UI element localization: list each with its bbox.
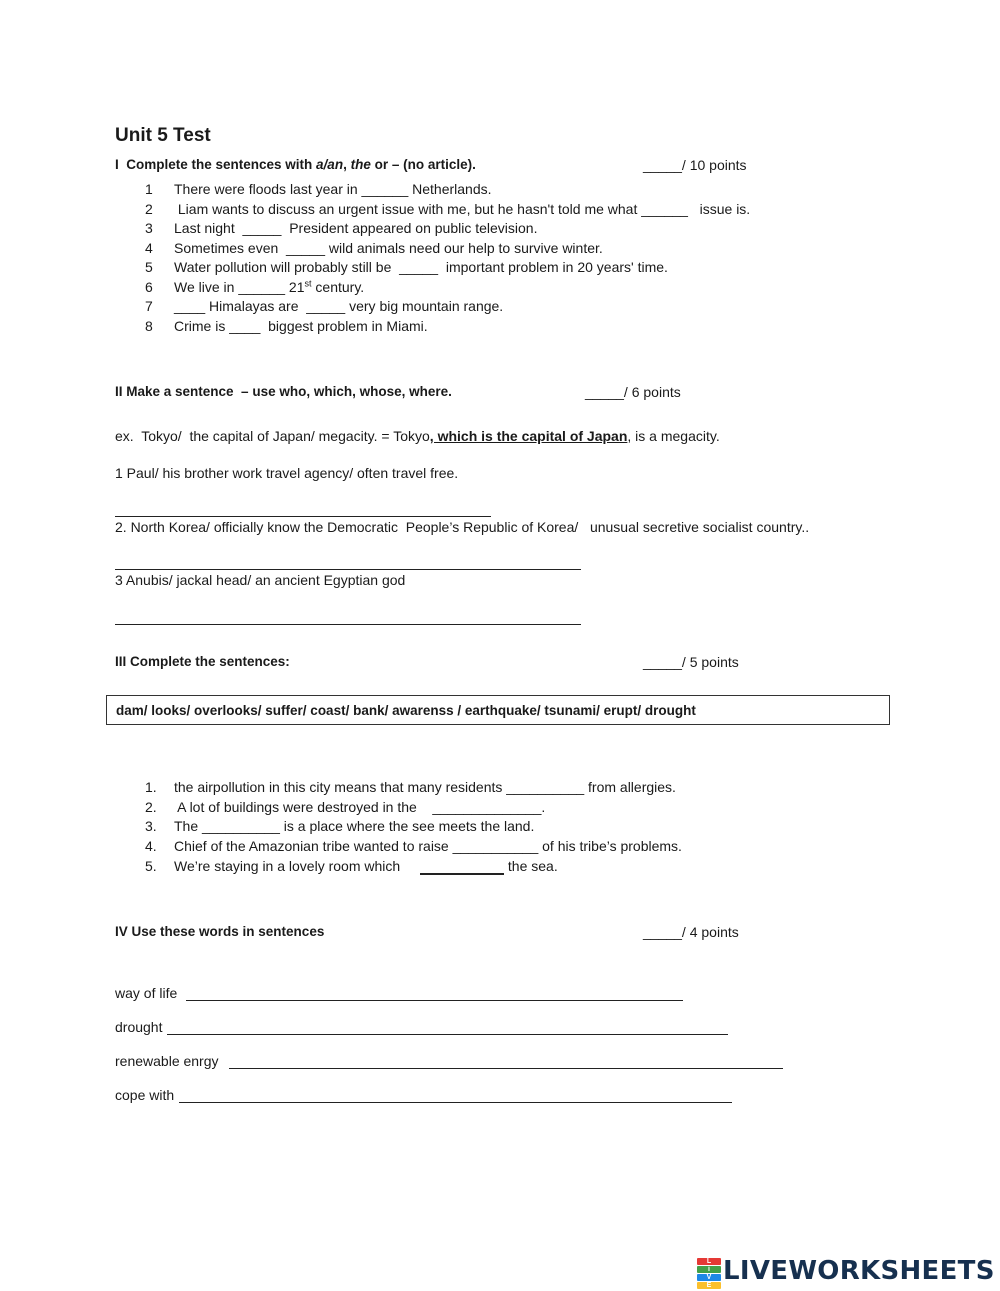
item-number: 4: [145, 240, 153, 256]
item-number: 2: [145, 201, 153, 217]
question-1: 1 Paul/ his brother work travel agency/ often travel free.: [115, 465, 459, 481]
word-prompt-cope-with: cope with: [115, 1087, 175, 1103]
answer-line-way-of-life[interactable]: [186, 1000, 683, 1001]
logo-block: i: [697, 1266, 721, 1273]
liveworksheets-logo: [697, 1256, 995, 1289]
list-item: Crime is ____ biggest problem in Miami.: [174, 318, 428, 334]
logo-block: V: [697, 1274, 721, 1281]
word-bank-box: [106, 695, 890, 725]
answer-line-1[interactable]: [115, 516, 491, 517]
list-item: A lot of buildings were destroyed in the ______________.: [174, 799, 546, 815]
section-2-heading: II Make a sentence – use who, which, whose, where.: [115, 384, 452, 399]
item-number: 3: [145, 220, 153, 236]
page-title: Unit 5 Test: [115, 125, 211, 146]
list-item: The __________ is a place where the see meets the land.: [174, 818, 535, 834]
list-item: Water pollution will probably still be _____ important problem in 20 years' time.: [174, 259, 668, 275]
section-2-points: _____/ 6 points: [585, 384, 681, 400]
item-number: 5: [145, 259, 153, 275]
list-item: We’re staying in a lovely room which: [174, 858, 405, 874]
section-3-heading: III Complete the sentences:: [115, 654, 290, 669]
item-number: 1.: [145, 779, 157, 795]
item-number: 1: [145, 181, 153, 197]
logo-blocks-icon: [697, 1257, 721, 1289]
answer-line-cope-with[interactable]: [179, 1102, 732, 1103]
item-number: 6: [145, 279, 153, 295]
answer-line-drought[interactable]: [167, 1034, 728, 1035]
logo-block: L: [697, 1258, 721, 1265]
section-1-heading: I Complete the sentences with a/an, the or – (no article).: [115, 157, 476, 172]
list-item-end: the sea.: [504, 858, 558, 874]
item-number: 3.: [145, 818, 157, 834]
answer-line-2[interactable]: [115, 569, 581, 570]
question-2: 2. North Korea/ officially know the Democratic People’s Republic of Korea/ unusual secretive socialist country..: [115, 519, 810, 535]
item-number: 7: [145, 298, 153, 314]
example-sentence: ex. Tokyo/ the capital of Japan/ megacity. = Tokyo, which is the capital of Japan, is a megacity.: [115, 428, 720, 444]
word-prompt-way-of-life: way of life: [115, 985, 182, 1001]
list-item: Liam wants to discuss an urgent issue with me, but he hasn't told me what ______ issue is.: [174, 201, 751, 217]
list-item: There were floods last year in ______ Netherlands.: [174, 181, 492, 197]
section-4-points: _____/ 4 points: [643, 924, 739, 940]
logo-text: LIVEWORKSHEETS: [723, 1256, 995, 1286]
section-3-points: _____/ 5 points: [643, 654, 739, 670]
logo-block: E: [697, 1282, 721, 1289]
word-bank: dam/ looks/ overlooks/ suffer/ coast/ bank/ awarenss / earthquake/ tsunami/ erupt/ drought: [116, 703, 696, 718]
answer-line-3[interactable]: [115, 624, 581, 625]
list-item: Chief of the Amazonian tribe wanted to raise ___________ of his tribe’s problems.: [174, 838, 682, 854]
question-3: 3 Anubis/ jackal head/ an ancient Egyptian god: [115, 572, 406, 588]
word-prompt-renewable-energy: renewable enrgy: [115, 1053, 223, 1069]
list-item: ____ Himalayas are _____ very big mountain range.: [174, 298, 504, 314]
section-4-heading: IV Use these words in sentences: [115, 924, 325, 939]
answer-blank-5[interactable]: [420, 873, 504, 875]
word-prompt-drought: drought: [115, 1019, 163, 1035]
list-item: We live in ______ 21st century.: [174, 278, 365, 295]
list-item: Last night _____ President appeared on public television.: [174, 220, 538, 236]
item-number: 5.: [145, 858, 157, 874]
list-item: the airpollution in this city means that many residents __________ from allergies.: [174, 779, 676, 795]
answer-line-renewable-energy[interactable]: [229, 1068, 783, 1069]
section-1-points: _____/ 10 points: [643, 157, 747, 173]
item-number: 2.: [145, 799, 157, 815]
list-item: Sometimes even _____ wild animals need our help to survive winter.: [174, 240, 603, 256]
item-number: 4.: [145, 838, 157, 854]
item-number: 8: [145, 318, 153, 334]
